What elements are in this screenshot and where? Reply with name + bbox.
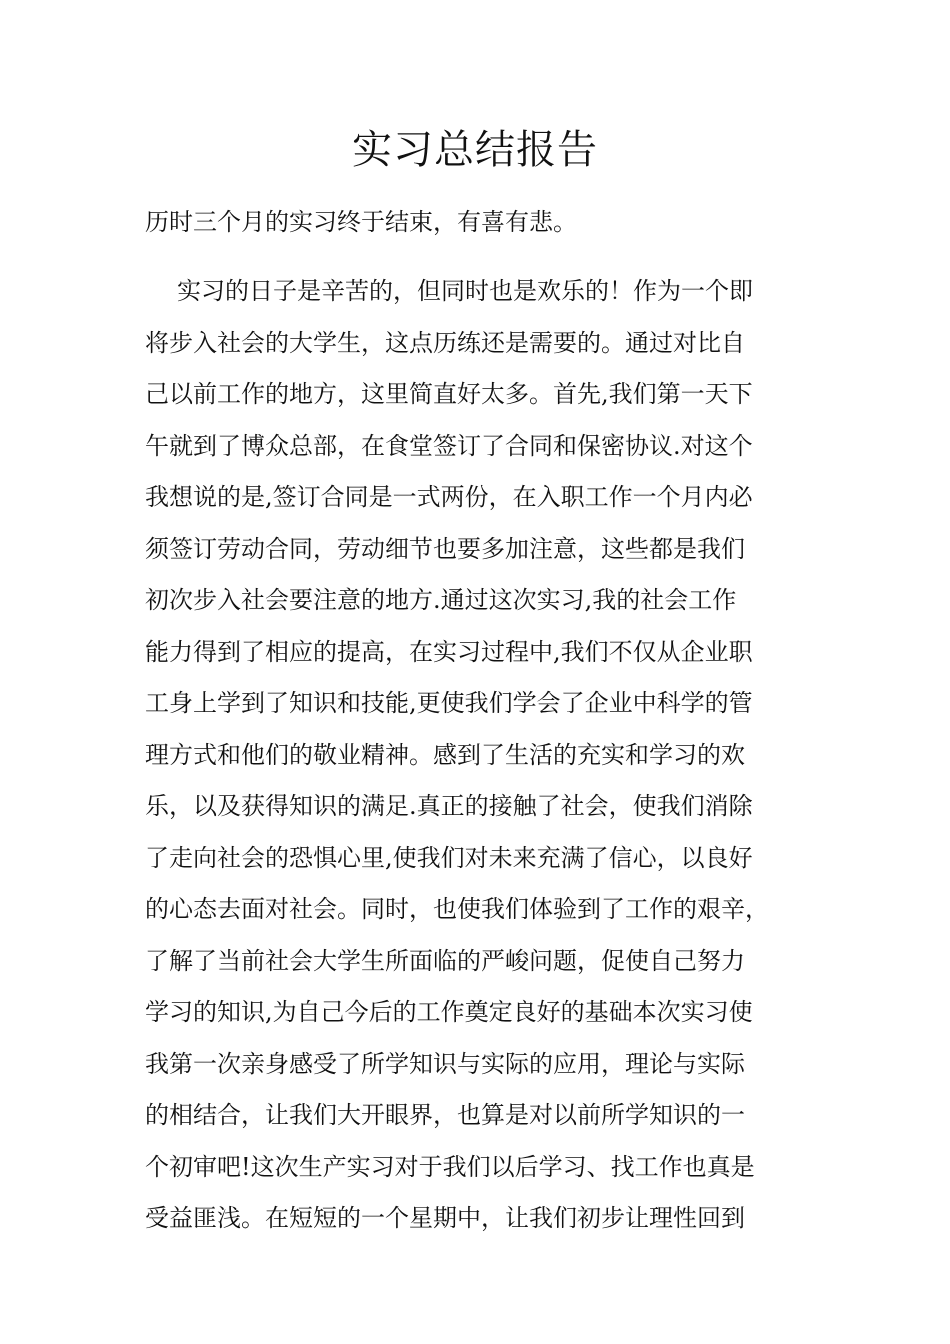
body-line: 工身上学到了知识和技能,更使我们学会了企业中科学的管 [145, 689, 753, 717]
body-line: 能力得到了相应的提高，在实习过程中,我们不仅从企业职 [145, 637, 753, 666]
body-line: 实习的日子是辛苦的，但同时也是欢乐的！作为一个即 [177, 277, 753, 305]
body-line: 的心态去面对社会。同时，也使我们体验到了工作的艰辛， [145, 895, 769, 923]
body-line: 了走向社会的恐惧心里,使我们对未来充满了信心，以良好 [145, 843, 753, 872]
body-line: 我第一次亲身感受了所学知识与实际的应用，理论与实际 [145, 1049, 745, 1078]
body-line: 了解了当前社会大学生所面临的严峻问题，促使自己努力 [145, 946, 745, 975]
body-line: 受益匪浅。在短短的一个星期中，让我们初步让理性回到 [145, 1204, 745, 1232]
body-line: 乐，以及获得知识的满足.真正的接触了社会，使我们消除 [145, 792, 753, 820]
body-line: 将步入社会的大学生，这点历练还是需要的。通过对比自 [145, 328, 745, 357]
body-line: 理方式和他们的敬业精神。感到了生活的充实和学习的欢 [145, 740, 745, 769]
body-line: 个初审吧!这次生产实习对于我们以后学习、找工作也真是 [145, 1152, 755, 1181]
body-line: 须签订劳动合同，劳动细节也要多加注意，这些都是我们 [145, 534, 745, 563]
body-line: 学习的知识,为自己今后的工作奠定良好的基础本次实习使 [145, 998, 753, 1026]
body-line: 初次步入社会要注意的地方.通过这次实习,我的社会工作 [145, 586, 737, 614]
body-line: 己以前工作的地方，这里简直好太多。首先,我们第一天下 [145, 380, 753, 408]
body-line: 我想说的是,签订合同是一式两份，在入职工作一个月内必 [145, 483, 753, 511]
intro-paragraph: 历时三个月的实习终于结束，有喜有悲。 [145, 208, 577, 236]
body-line: 的相结合，让我们大开眼界，也算是对以前所学知识的一 [145, 1101, 745, 1129]
body-line: 午就到了博众总部，在食堂签订了合同和保密协议.对这个 [145, 431, 753, 460]
body-paragraph [145, 271, 825, 1250]
document-title: 实习总结报告 [352, 127, 598, 173]
